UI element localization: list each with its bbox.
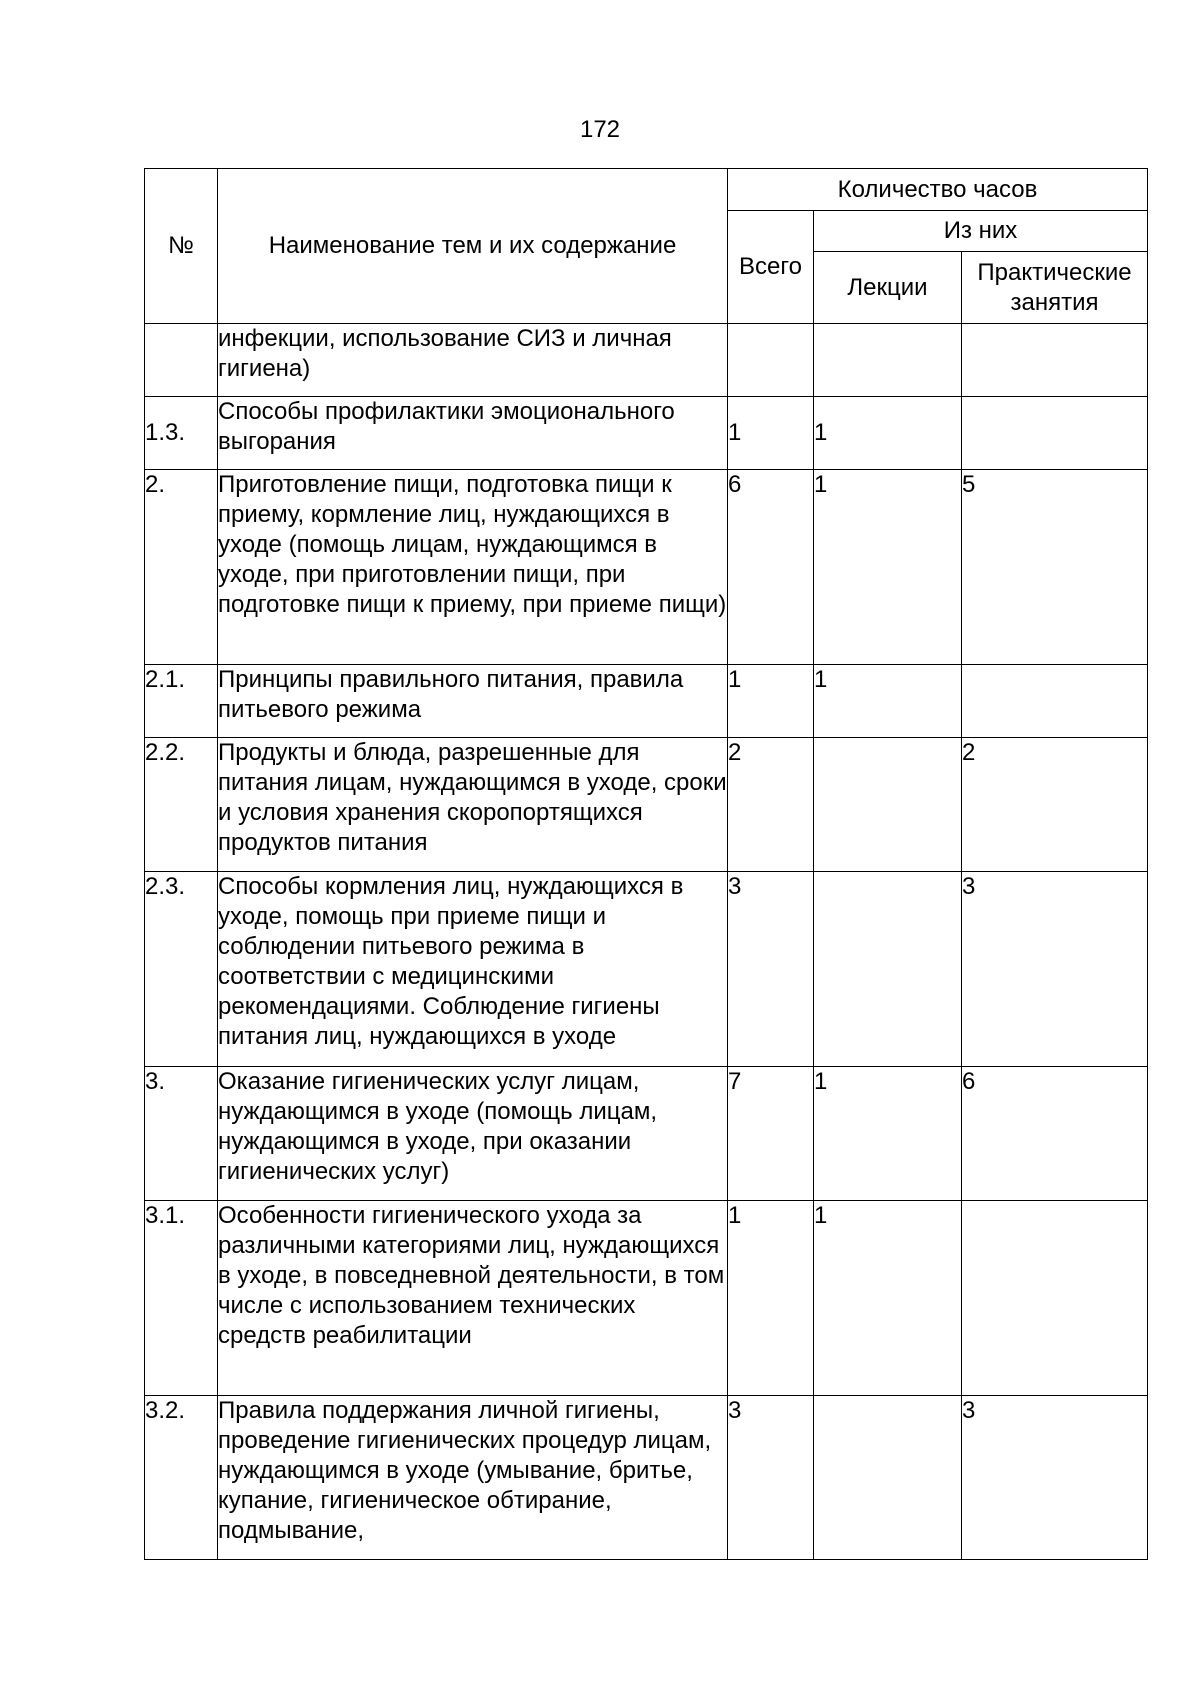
table-row [145,1201,1148,1396]
row-topic: Способы кормления лиц, нуждающихся в уходе, помощь при приеме пищи и соблюдении питьевого режима в соответствии с медицинскими рекомендациями. Соблюдение гигиены питания лиц, нуждающихся в уходе [218,872,728,1067]
row-number [145,324,218,397]
header-total: Всего [728,211,814,324]
row-total: 2 [728,738,814,872]
header-hours: Количество часов [728,169,1148,211]
row-practical: 6 [962,1067,1148,1201]
row-total: 6 [728,470,814,665]
header-number: № [145,169,218,324]
table-row [145,738,1148,872]
row-lectures: 1 [814,665,962,738]
row-total: 3 [728,1396,814,1560]
row-lectures: 1 [814,397,962,470]
row-number: 2. [145,470,218,665]
row-lectures: 1 [814,1067,962,1201]
table-header [145,169,1148,324]
row-total: 3 [728,872,814,1067]
table-row [145,1396,1148,1560]
curriculum-table [144,168,1148,1560]
row-topic: Приготовление пищи, подготовка пищи к приему, кормление лиц, нуждающихся в уходе (помощь лицам, нуждающимся в уходе, при приготовлении пищи, при подготовке пищи к приему, при приеме пищи) [218,470,728,665]
header-lectures: Лекции [814,252,962,324]
row-lectures [814,872,962,1067]
row-number: 3. [145,1067,218,1201]
row-lectures [814,738,962,872]
row-practical: 3 [962,872,1148,1067]
row-number: 3.2. [145,1396,218,1560]
table-row [145,470,1148,665]
row-lectures: 1 [814,1201,962,1396]
row-topic: Правила поддержания личной гигиены, проведение гигиенических процедур лицам, нуждающимся в уходе (умывание, бритье, купание, гигиеническое обтирание, подмывание, [218,1396,728,1560]
table-row [145,872,1148,1067]
row-practical [962,665,1148,738]
table-row [145,324,1148,397]
row-topic: Способы профилактики эмоционального выгорания [218,397,728,470]
row-practical: 2 [962,738,1148,872]
row-practical [962,397,1148,470]
header-of-which: Из них [814,211,1148,252]
row-total [728,324,814,397]
row-total: 1 [728,665,814,738]
row-number: 2.1. [145,665,218,738]
row-topic: Особенности гигиенического ухода за различными категориями лиц, нуждающихся в уходе, в повседневной деятельности, в том числе с использованием технических средств реабилитации [218,1201,728,1396]
header-name: Наименование тем и их содержание [218,169,728,324]
row-lectures: 1 [814,470,962,665]
row-total: 1 [728,397,814,470]
row-number: 3.1. [145,1201,218,1396]
row-number: 1.3. [145,397,218,470]
row-topic: Продукты и блюда, разрешенные для питания лицам, нуждающимся в уходе, сроки и условия хранения скоропортящихся продуктов питания [218,738,728,872]
row-total: 7 [728,1067,814,1201]
table-row [145,1067,1148,1201]
row-practical: 3 [962,1396,1148,1560]
row-topic: инфекции, использование СИЗ и личная гигиена) [218,324,728,397]
header-practical: Практические занятия [962,252,1148,324]
table-row [145,665,1148,738]
row-total: 1 [728,1201,814,1396]
row-lectures [814,1396,962,1560]
row-number: 2.2. [145,738,218,872]
row-topic: Принципы правильного питания, правила питьевого режима [218,665,728,738]
row-practical: 5 [962,470,1148,665]
page-number: 172 [579,116,621,143]
row-lectures [814,324,962,397]
table-body [145,324,1148,1560]
row-practical [962,324,1148,397]
row-number: 2.3. [145,872,218,1067]
table-row [145,397,1148,470]
row-topic: Оказание гигиенических услуг лицам, нуждающимся в уходе (помощь лицам, нуждающимся в уходе, при оказании гигиенических услуг) [218,1067,728,1201]
row-practical [962,1201,1148,1396]
